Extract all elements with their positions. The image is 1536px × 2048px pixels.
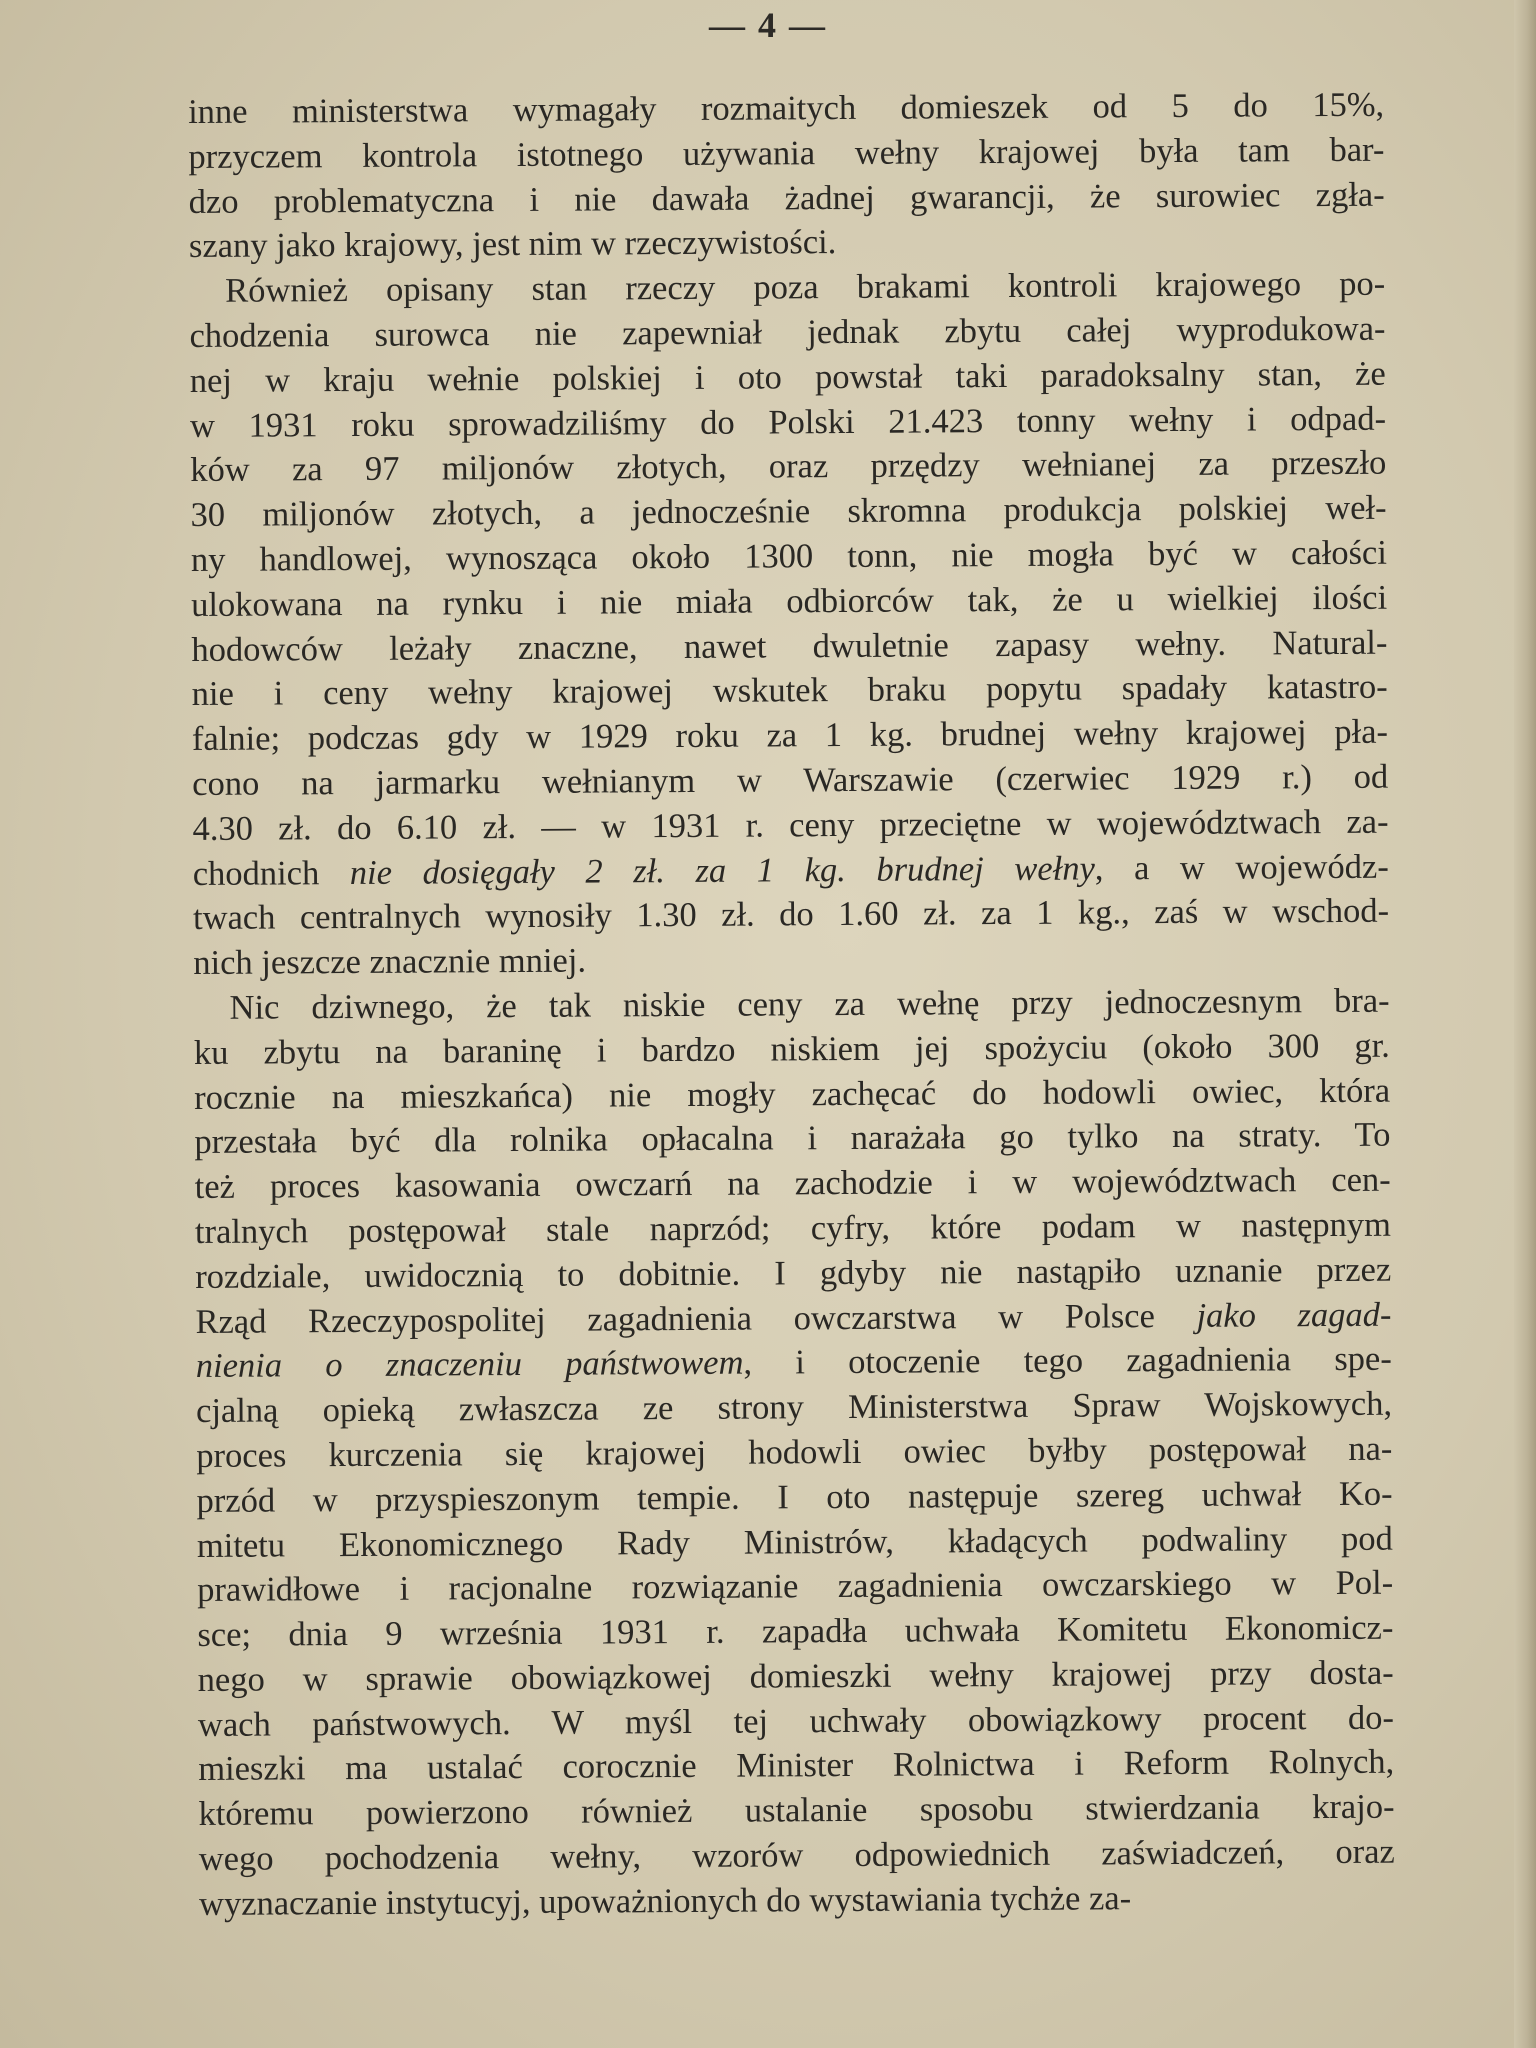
text-line (193, 844, 1389, 896)
text-segment: nie i ceny wełny krajowej wskutek braku popytu spadały katastro- (191, 668, 1388, 714)
text-line (195, 1158, 1391, 1210)
text-segment: w 1931 roku sprowadziliśmy do Polski 21.423 tonny wełny i odpad- (189, 399, 1387, 445)
text-line (196, 1382, 1392, 1434)
text-line (192, 755, 1388, 807)
page-edge-shadow (1514, 0, 1536, 2048)
text-segment: mieszki ma ustalać corocznie Minister Rolnictwa i Reform Rolnych, (198, 1743, 1395, 1789)
text-segment: Również opisany stan rzeczy poza brakami kontroli krajowego po- (225, 264, 1386, 310)
text-segment: nich jeszcze znacznie mniej. (193, 941, 587, 983)
text-segment: tralnych postępował stale naprzód; cyfry, które podam w następnym (194, 1205, 1392, 1251)
text-line (193, 979, 1389, 1031)
text-line (199, 1875, 1395, 1927)
text-segment: też proces kasowania owczarń na zachodzie i w województwach cen- (194, 1160, 1391, 1207)
text-line (196, 1471, 1392, 1523)
text-line (198, 1651, 1394, 1703)
text-segment: chodzenia surowca nie zapewniał jednak zbytu całej wyprodukowa- (189, 309, 1386, 355)
text-line (188, 127, 1384, 179)
text-segment: 4.30 zł. do 6.10 zł. — w 1931 r. ceny przeciętne w województwach za- (192, 802, 1389, 848)
text-line (189, 262, 1385, 314)
text-segment: falnie; podczas gdy w 1929 roku za 1 kg. brudnej wełny krajowej pła- (191, 712, 1389, 759)
text-line (196, 1427, 1392, 1479)
text-line (189, 307, 1385, 359)
text-segment: ków za 97 miljonów złotych, oraz przędzy wełnianej za przeszło (190, 444, 1387, 490)
text-line (197, 1516, 1393, 1568)
text-line (189, 217, 1385, 269)
text-line (195, 1292, 1391, 1344)
text-line (192, 710, 1388, 762)
text-segment: nego w sprawie obowiązkowej domieszki wełny krajowej przy dosta- (197, 1653, 1394, 1699)
text-line (190, 351, 1386, 403)
text-segment: 30 miljonów złotych, a jednocześnie skromna produkcja polskiej weł- (190, 488, 1387, 535)
text-segment: , i otoczenie tego zagadnienia spe- (743, 1339, 1392, 1382)
text-segment: dzo problematyczna i nie dawała żadnej gwarancji, że surowiec zgła- (188, 175, 1385, 221)
italic-text: nie dosięgały 2 zł. za 1 kg. brudnej wełny (349, 849, 1095, 892)
text-line (193, 934, 1389, 986)
text-segment: , a w wojewódz- (1094, 847, 1389, 888)
text-line (191, 620, 1387, 672)
text-segment: ny handlowej, wynosząca około 1300 tonn, nie mogła być w całości (190, 533, 1387, 579)
page-number: — 4 — (709, 5, 827, 45)
text-segment: Rząd Rzeczypospolitej zagadnienia owczarstwa w Polsce (195, 1296, 1197, 1341)
text-segment: inne ministerstwa wymagały rozmaitych domieszek od 5 do 15%, (188, 85, 1385, 131)
text-segment: rocznie na mieszkańca) nie mogły zachęcać do hodowli owiec, która (194, 1071, 1391, 1117)
text-line (198, 1740, 1394, 1792)
text-segment: szany jako krajowy, jest nim w rzeczywistości. (188, 223, 837, 266)
text-segment: cjalną opieką zwłaszcza ze strony Ministerstwa Spraw Wojskowych, (195, 1384, 1393, 1431)
text-line (192, 665, 1388, 717)
text-line (192, 799, 1388, 851)
text-line (197, 1561, 1393, 1613)
text-line (190, 441, 1386, 493)
text-segment: rozdziale, uwidocznią to dobitnie. I gdyby nie nastąpiło uznanie przez (195, 1250, 1392, 1296)
text-segment: prawidłowe i racjonalne rozwiązanie zagadnienia owczarskiego w Pol- (197, 1563, 1394, 1610)
text-segment: nej w kraju wełnie polskiej i oto powstał taki paradoksalny stan, że (189, 354, 1386, 400)
text-line (198, 1785, 1394, 1837)
text-line (190, 396, 1386, 448)
text-line (190, 486, 1386, 538)
italic-text: jako zagad- (1196, 1295, 1392, 1335)
text-line (199, 1830, 1395, 1882)
text-line (194, 1023, 1390, 1075)
paragraph (188, 83, 1385, 269)
text-segment: sce; dnia 9 września 1931 r. zapadła uchwała Komitetu Ekonomicz- (197, 1608, 1394, 1655)
text-line (195, 1203, 1391, 1255)
italic-text: nienia o znaczeniu państwowem (195, 1343, 744, 1386)
text-line (197, 1606, 1393, 1658)
text-segment: Nic dziwnego, że tak niskie ceny za wełnę przy jednoczesnym bra- (229, 981, 1390, 1027)
text-line (191, 531, 1387, 583)
text-segment: przód w przyspieszonym tempie. I oto następuje szereg uchwał Ko- (196, 1474, 1393, 1520)
text-segment: ulokowana na rynku i nie miała odbiorców tak, że u wielkiej ilości (191, 578, 1388, 624)
paragraph (193, 979, 1395, 1927)
text-line (195, 1247, 1391, 1299)
text-segment: chodnich (192, 853, 350, 893)
text-segment: proces kurczenia się krajowej hodowli owiec byłby postępował na- (196, 1429, 1393, 1475)
text-segment: hodowców leżały znaczne, nawet dwuletnie zapasy wełny. Natural- (191, 623, 1388, 669)
text-segment: wego pochodzenia wełny, wzorów odpowiednich zaświadczeń, oraz (198, 1832, 1395, 1879)
text-line (196, 1337, 1392, 1389)
text-line (194, 1113, 1390, 1165)
text-segment: wyznaczanie instytucyj, upoważnionych do wystawiania tychże za- (198, 1879, 1132, 1923)
text-line (189, 172, 1385, 224)
text-segment: cono na jarmarku wełnianym w Warszawie (czerwiec 1929 r.) od (192, 757, 1389, 803)
paragraph (189, 262, 1389, 986)
text-segment: twach centralnych wynosiły 1.30 zł. do 1.60 zł. za 1 kg., zaś w wschod- (192, 892, 1390, 938)
text-line (198, 1695, 1394, 1747)
text-segment: przestała być dla rolnika opłacalna i narażała go tylko na straty. To (194, 1116, 1391, 1162)
text-segment: któremu powierzono również ustalanie sposobu stwierdzania krajo- (198, 1787, 1395, 1834)
body-text (188, 83, 1395, 1927)
text-line (191, 575, 1387, 627)
text-line (188, 83, 1384, 135)
text-line (194, 1068, 1390, 1120)
text-segment: wach państwowych. W myśl tej uchwały obowiązkowy procent do- (197, 1698, 1395, 1744)
text-segment: mitetu Ekonomicznego Rady Ministrów, kładących podwaliny pod (196, 1519, 1393, 1565)
text-segment: ku zbytu na baraninę i bardzo niskiem jej spożyciu (około 300 gr. (193, 1026, 1390, 1072)
text-line (193, 889, 1389, 941)
text-segment: przyczem kontrola istotnego używania wełny krajowej była tam bar- (188, 130, 1385, 176)
